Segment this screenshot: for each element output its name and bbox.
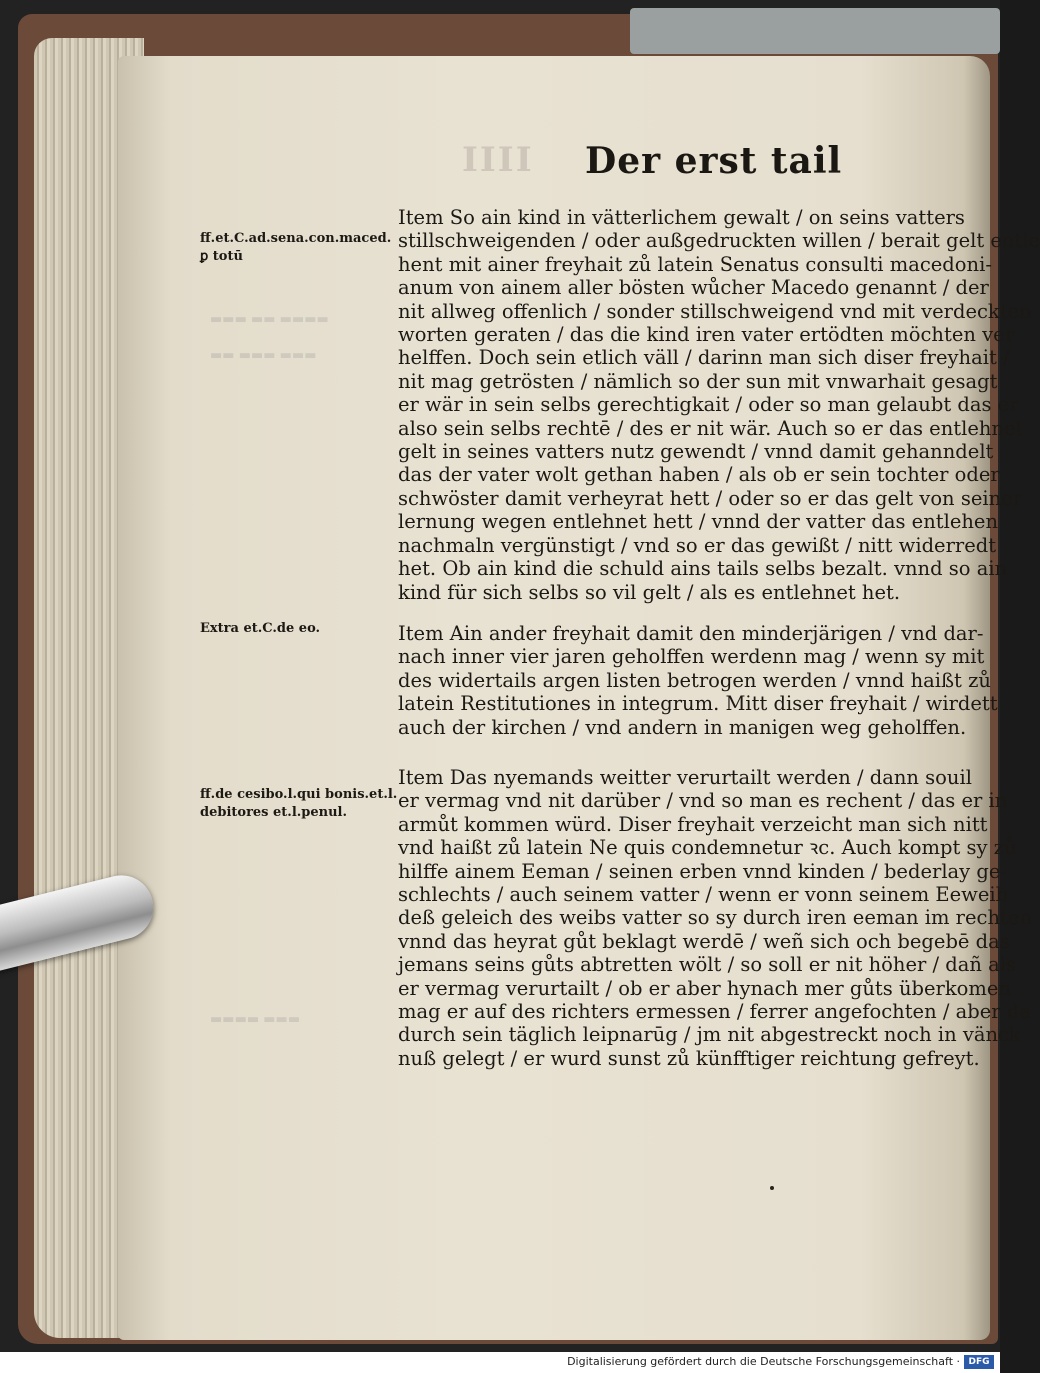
marginal-note <box>200 620 320 638</box>
text-line: jemans seins gůts abtretten wölt / so soll er nit höher / dañ als <box>398 953 1017 977</box>
bleed-through-mark: ▬▬▬ ▬▬ ▬▬▬▬ <box>210 312 329 327</box>
marginal-note <box>200 230 391 266</box>
text-line: vnd haißt zů latein Ne quis condemnetur ꝛc. Auch kompt sy zů <box>398 836 1017 860</box>
text-line: er vermag verurtailt / ob er aber hynach mer gůts überkomen <box>398 976 1012 1000</box>
text-line: worten geraten / das die kind iren vater ertödten möchten ver <box>398 323 1014 347</box>
text-line: het. Ob ain kind die schuld ains tails selbs bezalt. vnnd so ain <box>398 557 1008 581</box>
ink-dot <box>770 1186 774 1190</box>
bleed-through-mark: ▬▬ ▬▬▬ ▬▬▬ <box>210 348 317 363</box>
paragraph <box>398 206 1040 604</box>
text-line: gelt in seines vatters nutz gewendt / vnnd damit gehanndelt <box>398 440 994 464</box>
text-line: er vermag vnd nit darüber / vnd so man es rechent / das er in <box>398 789 1008 813</box>
text-line: also sein selbs rechtē / des er nit wär. Auch so er das entlehnet <box>398 416 1024 440</box>
note-line: ff.de cesibo.l.qui bonis.et.l. <box>200 787 398 802</box>
text-line: er wär in sein selbs gerechtigkait / oder so man gelaubt das er <box>398 393 1019 417</box>
text-line: schlechts / auch seinem vatter / wenn er vonn seinem Eeweib <box>398 883 1009 907</box>
text-line: lernung wegen entlehnet hett / vnnd der vatter das entlehen <box>398 510 999 534</box>
bleed-through-heading: IIII <box>462 140 534 180</box>
text-line: Item Das nyemands weitter verurtailt werden / dann souil <box>398 766 972 789</box>
text-line: schwöster damit verheyrat hett / oder so er das gelt von seiner <box>398 486 1023 510</box>
text-line: armůt kommen würd. Diser freyhait verzeicht man sich nitt <box>398 812 988 836</box>
text-line: latein Restitutiones in integrum. Mitt diser freyhait / wirdett <box>398 692 998 716</box>
text-line: hilffe ainem Eeman / seinen erben vnnd kinden / bederlay ge- <box>398 859 1008 883</box>
footer-credit: Digitalisierung gefördert durch die Deutsche Forschungsgemeinschaft · <box>567 1355 960 1368</box>
text-line: anum von ainem aller bösten wůcher Macedo genannt / der <box>398 276 989 300</box>
text-line: deß geleich des weibs vatter so sy durch iren eeman im rechten <box>398 906 1032 930</box>
text-line: durch sein täglich leipnarūg / jm nit abgestreckt noch in vänck <box>398 1023 1021 1047</box>
text-line: mag er auf des richters ermessen / ferrer angefochten / aber da <box>398 1000 1031 1024</box>
text-line: nit mag getrösten / nämlich so der sun mit vnwarhait gesagt <box>398 369 998 393</box>
note-line: ꝑ totū <box>200 249 243 264</box>
text-line: Item Ain ander freyhait damit den minderjärigen / vnd dar- <box>398 622 984 645</box>
text-line: Item So ain kind in vätterlichem gewalt / on seins vatters <box>398 206 965 229</box>
text-line: stillschweigenden / oder außgedruckten willen / berait gelt entle <box>398 229 1040 253</box>
bleed-through-mark: ▬▬▬▬ ▬▬▬ <box>210 1012 301 1027</box>
text-line: nachmaln vergünstigt / vnd so er das gewißt / nitt widerredt <box>398 533 997 557</box>
text-line: vnnd das heyrat gůt beklagt werdē / weñ sich och begebē das <box>398 929 1010 953</box>
text-line: auch der kirchen / vnd andern in manigen weg geholffen. <box>398 715 967 739</box>
dfg-logo-icon: DFG <box>964 1355 994 1369</box>
paragraph <box>398 622 998 739</box>
note-line: ff.et.C.ad.sena.con.maced. <box>200 231 392 246</box>
text-line: nit allweg offenlich / sonder stillschweigend vnd mit verdeckten <box>398 299 1032 323</box>
text-line: nuß gelegt / er wurd sunst zů künfftiger reichtung gefreyt. <box>398 1046 980 1070</box>
text-line: des widertails argen listen betrogen werden / vnnd haißt zů <box>398 668 991 692</box>
clasp-strip <box>630 8 1000 54</box>
paragraph <box>398 766 1032 1070</box>
note-line: Extra et.C.de eo. <box>200 621 321 636</box>
text-line: hent mit ainer freyhait zů latein Senatus consulti macedoni- <box>398 252 992 276</box>
text-line: nach inner vier jaren geholffen werdenn mag / wenn sy mit <box>398 645 985 669</box>
page-title: Der erst tail <box>585 140 843 182</box>
marginal-note <box>200 786 397 822</box>
note-line: debitores et.l.penul. <box>200 805 348 820</box>
text-line: helffen. Doch sein etlich väll / darinn man sich diser freyhait / <box>398 346 1010 370</box>
footer-bar <box>0 1352 1000 1373</box>
text-line: das der vater wolt gethan haben / als ob er sein tochter oder <box>398 463 1000 487</box>
text-line: kind für sich selbs so vil gelt / als es entlehnet het. <box>398 580 901 604</box>
